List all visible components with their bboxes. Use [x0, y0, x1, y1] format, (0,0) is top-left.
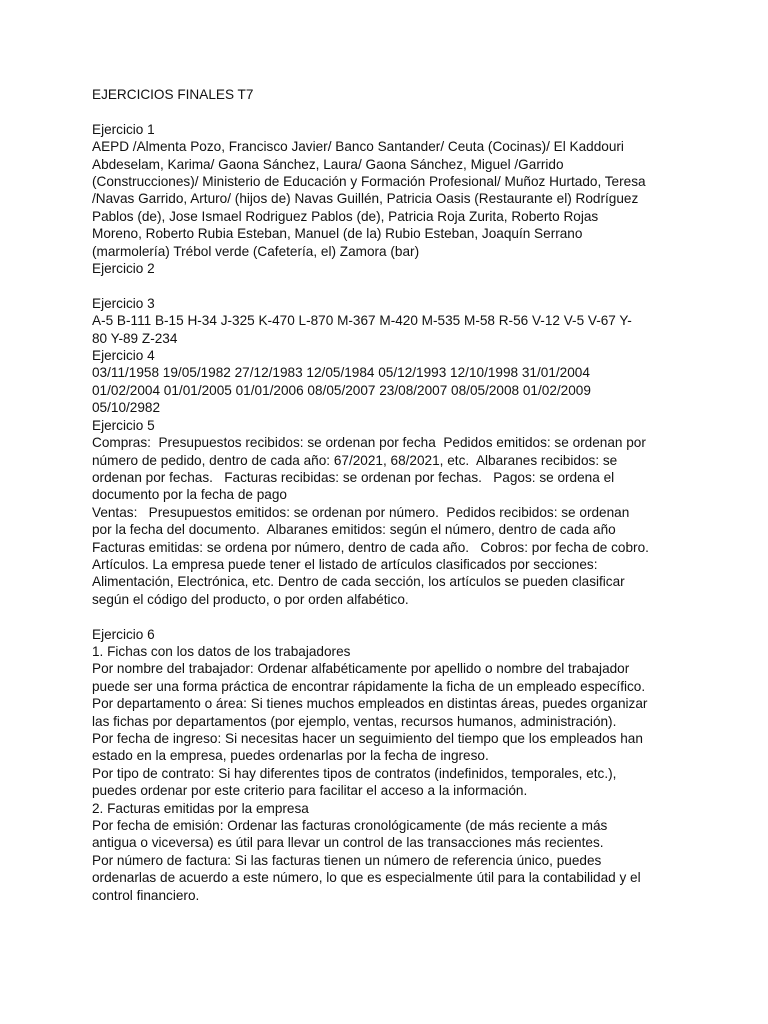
text-line: antigua o viceversa) es útil para llevar un control de las transacciones más recientes.: [92, 835, 604, 851]
exercise-heading: Ejercicio 3: [92, 295, 155, 311]
text-line: Facturas emitidas: se ordena por número, dentro de cada año. Cobros: por fecha de cobro.: [92, 539, 649, 555]
text-line: puede ser una forma práctica de encontrar rápidamente la ficha de un empleado específico.: [92, 678, 646, 694]
blank-line: [92, 103, 682, 120]
text-line: Por departamento o área: Si tienes muchos empleados en distintas áreas, puedes organizar: [92, 696, 648, 712]
blank-line: [92, 608, 682, 625]
text-line: Por fecha de ingreso: Si necesitas hacer un seguimiento del tiempo que los empleados han: [92, 730, 643, 746]
text-line: /Navas Garrido, Arturo/ (hijos de) Navas Guillén, Patricia Oasis (Restaurante el) Rodríguez: [92, 191, 639, 207]
text-line: 01/02/2004 01/01/2005 01/01/2006 08/05/2007 23/08/2007 08/05/2008 01/02/2009: [92, 382, 591, 398]
text-line: Por fecha de emisión: Ordenar las facturas cronológicamente (de más reciente a más: [92, 818, 608, 834]
text-line: por la fecha del documento. Albaranes emitidos: según el número, dentro de cada año: [92, 522, 616, 538]
exercise-heading: Ejercicio 5: [92, 417, 155, 433]
text-line: 2. Facturas emitidas por la empresa: [92, 800, 309, 816]
exercise-heading: Ejercicio 6: [92, 626, 155, 642]
text-line: estado en la empresa, puedes ordenarlas por la fecha de ingreso.: [92, 748, 489, 764]
text-line: Alimentación, Electrónica, etc. Dentro de cada sección, los artículos se pueden clasificar: [92, 574, 625, 590]
text-line: Abdeselam, Karima/ Gaona Sánchez, Laura/ Gaona Sánchez, Miguel /Garrido: [92, 156, 564, 172]
exercise-heading: Ejercicio 4: [92, 348, 155, 364]
text-line: documento por la fecha de pago: [92, 487, 287, 503]
text-line: Artículos. La empresa puede tener el listado de artículos clasificados por secciones:: [92, 556, 598, 572]
text-line: 05/10/2982: [92, 400, 161, 416]
text-line: 80 Y-89 Z-234: [92, 330, 178, 346]
exercise-heading: Ejercicio 1: [92, 121, 155, 137]
text-line: 1. Fichas con los datos de los trabajadores: [92, 643, 351, 659]
text-line: Pablos (de), Jose Ismael Rodriguez Pablos (de), Patricia Roja Zurita, Roberto Rojas: [92, 208, 599, 224]
text-line: (marmolería) Trébol verde (Cafetería, el) Zamora (bar): [92, 243, 420, 259]
text-line: según el código del producto, o por orden alfabético.: [92, 591, 409, 607]
text-line: control financiero.: [92, 887, 200, 903]
text-line: las fichas por departamentos (por ejemplo, ventas, recursos humanos, administración).: [92, 713, 617, 729]
exercise-heading: Ejercicio 2: [92, 261, 155, 277]
text-line: Ventas: Presupuestos emitidos: se ordenan por número. Pedidos recibidos: se ordenan: [92, 504, 630, 520]
text-line: Por tipo de contrato: Si hay diferentes tipos de contratos (indefinidos, temporales, etc.),: [92, 765, 617, 781]
text-line: puedes ordenar por este criterio para facilitar el acceso a la información.: [92, 783, 528, 799]
text-line: Por número de factura: Si las facturas tienen un número de referencia único, puedes: [92, 852, 602, 868]
text-line: ordenarlas de acuerdo a este número, lo que es especialmente útil para la contabilidad y el: [92, 870, 641, 886]
document-page: [92, 86, 682, 904]
text-line: ordenan por fechas. Facturas recibidas: se ordenan por fechas. Pagos: se ordena el: [92, 469, 615, 485]
text-line: número de pedido, dentro de cada año: 67/2021, 68/2021, etc. Albaranes recibidos: se: [92, 452, 618, 468]
text-line: AEPD /Almenta Pozo, Francisco Javier/ Banco Santander/ Ceuta (Cocinas)/ El Kaddouri: [92, 139, 624, 155]
text-line: Moreno, Roberto Rubia Esteban, Manuel (de la) Rubio Esteban, Joaquín Serrano: [92, 226, 583, 242]
document-title: EJERCICIOS FINALES T7: [92, 87, 254, 102]
text-line: Por nombre del trabajador: Ordenar alfabéticamente por apellido o nombre del trabajador: [92, 661, 630, 677]
text-line: 03/11/1958 19/05/1982 27/12/1983 12/05/1984 05/12/1993 12/10/1998 31/01/2004: [92, 365, 590, 381]
text-line: Compras: Presupuestos recibidos: se ordenan por fecha Pedidos emitidos: se ordenan por: [92, 435, 646, 451]
text-line: A-5 B-111 B-15 H-34 J-325 K-470 L-870 M-367 M-420 M-535 M-58 R-56 V-12 V-5 V-67 Y-: [92, 313, 632, 329]
text-line: (Construcciones)/ Ministerio de Educación y Formación Profesional/ Muñoz Hurtado, Teresa: [92, 174, 646, 190]
blank-line: [92, 277, 682, 294]
